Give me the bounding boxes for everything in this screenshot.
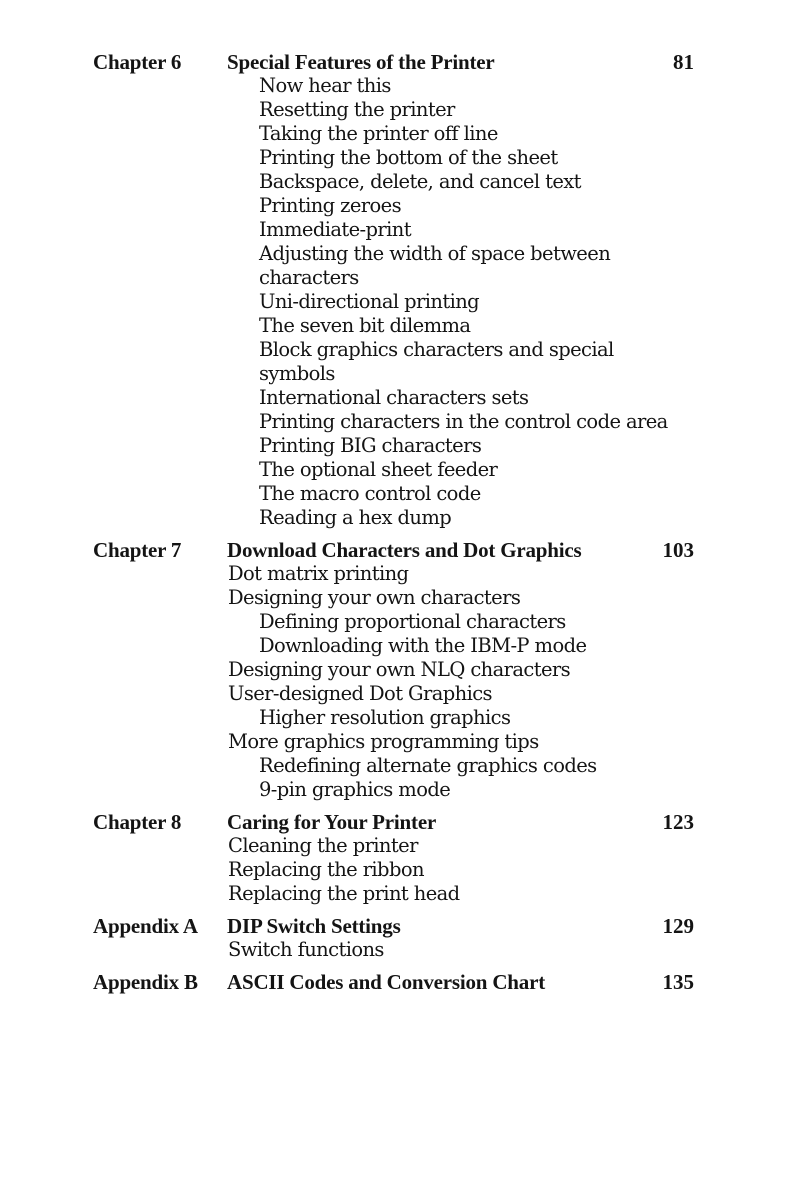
toc-topic: Replacing the print head <box>228 882 460 905</box>
section-title: DIP Switch Settings <box>227 914 401 938</box>
section-label: Chapter 8 <box>93 810 182 834</box>
toc-topic: Switch functions <box>228 938 384 961</box>
toc-topic: Reading a hex dump <box>259 506 452 529</box>
toc-topic: Redefining alternate graphics codes <box>259 754 597 777</box>
toc-topic: Uni-directional printing <box>259 290 480 313</box>
toc-topic: Downloading with the IBM-P mode <box>259 634 587 657</box>
toc-topic: The seven bit dilemma <box>259 314 471 337</box>
section-title: ASCII Codes and Conversion Chart <box>227 970 545 994</box>
toc-topic: Defining proportional characters <box>259 610 566 633</box>
toc-topic: Backspace, delete, and cancel text <box>259 170 581 193</box>
toc-topic: Dot matrix printing <box>228 562 409 585</box>
section-title: Special Features of the Printer <box>227 50 495 74</box>
toc-topic: characters <box>259 266 359 289</box>
section-page-number: 81 <box>673 50 694 74</box>
section-topic-list <box>228 834 748 906</box>
toc-topic: Printing characters in the control code area <box>259 410 668 433</box>
toc-topic: Adjusting the width of space between <box>259 242 611 265</box>
section-topic-list <box>228 74 748 530</box>
section-label: Appendix A <box>93 914 198 938</box>
toc-topic: 9-pin graphics mode <box>259 778 451 801</box>
toc-topic: Printing the bottom of the sheet <box>259 146 558 169</box>
toc-topic: Designing your own NLQ characters <box>228 658 571 681</box>
section-topic-list <box>228 938 748 962</box>
toc-topic: The optional sheet feeder <box>259 458 498 481</box>
toc-topic: Printing BIG characters <box>259 434 482 457</box>
toc-topic: symbols <box>259 362 335 385</box>
section-label: Appendix B <box>93 970 198 994</box>
section-label: Chapter 6 <box>93 50 182 74</box>
toc-topic: Resetting the printer <box>259 98 455 121</box>
toc-topic: More graphics programming tips <box>228 730 539 753</box>
section-title: Download Characters and Dot Graphics <box>227 538 582 562</box>
toc-topic: Designing your own characters <box>228 586 521 609</box>
section-page-number: 103 <box>662 538 694 562</box>
toc-topic: Immediate-print <box>259 218 411 241</box>
section-page-number: 123 <box>662 810 694 834</box>
toc-topic: Higher resolution graphics <box>259 706 511 729</box>
toc-topic: Replacing the ribbon <box>228 858 424 881</box>
toc-topic: User-designed Dot Graphics <box>228 682 492 705</box>
toc-topic: Taking the printer off line <box>259 122 498 145</box>
section-title: Caring for Your Printer <box>227 810 437 834</box>
section-page-number: 135 <box>662 970 694 994</box>
toc-topic: Block graphics characters and special <box>259 338 614 361</box>
toc-topic: International characters sets <box>259 386 529 409</box>
section-page-number: 129 <box>662 914 694 938</box>
section-label: Chapter 7 <box>93 538 182 562</box>
toc-topic: Now hear this <box>259 74 391 97</box>
section-topic-list <box>228 562 748 802</box>
toc-topic: Cleaning the printer <box>228 834 418 857</box>
toc-topic: The macro control code <box>259 482 481 505</box>
toc-topic: Printing zeroes <box>259 194 401 217</box>
